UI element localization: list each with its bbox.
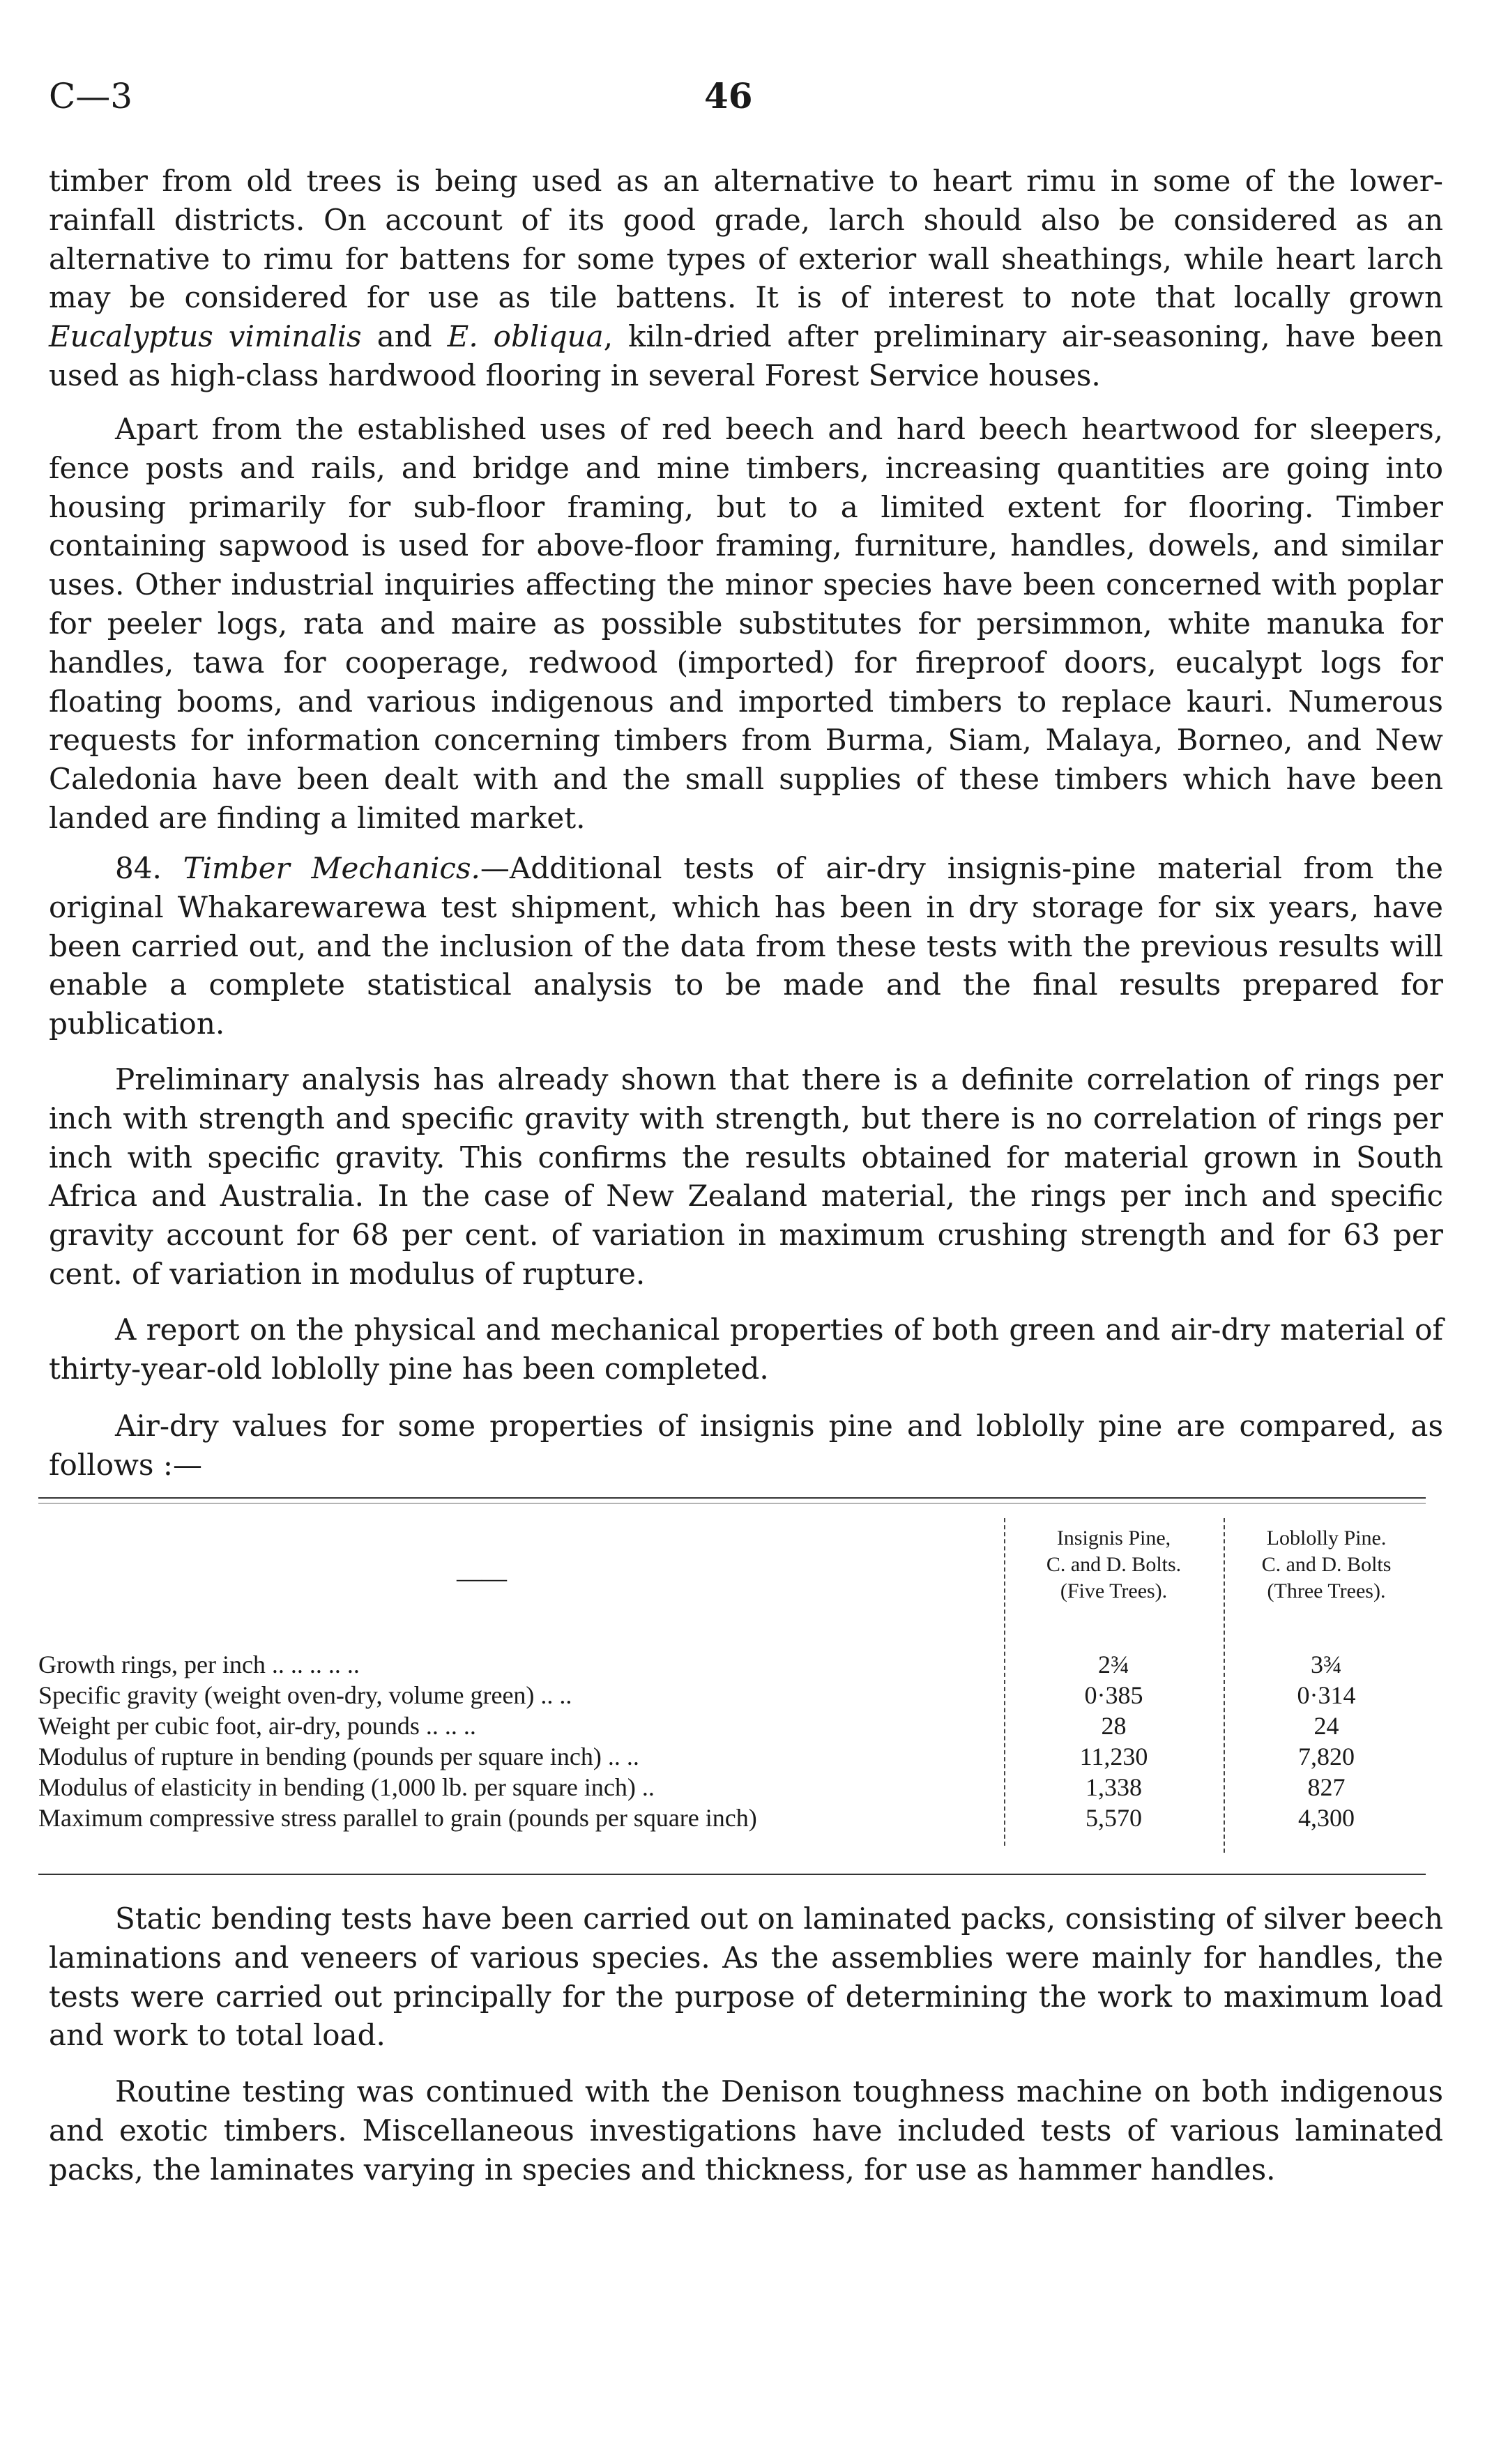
paragraph-7 (49, 1899, 1443, 2055)
table-bottom-rule (38, 1874, 1426, 1875)
row-label: Growth rings, per inch .. .. .. .. .. (38, 1651, 360, 1678)
paragraph-6-text: Air-dry values for some properties of insignis pine and loblolly pine are compared, as follows :— (49, 1409, 1443, 1482)
paragraph-1 (49, 162, 1443, 395)
page-number: 46 (704, 75, 753, 116)
row-value-loblolly: 3¾ (1311, 1651, 1342, 1678)
table-row (38, 1680, 1426, 1711)
row-value-loblolly: 4,300 (1298, 1804, 1355, 1832)
table-row (38, 1741, 1426, 1772)
paragraph-5-text: A report on the physical and mechanical properties of both green and air-dry material of thirty-year-old loblolly pine has been completed. (49, 1313, 1443, 1386)
row-label: Weight per cubic foot, air-dry, pounds .. .. .. (38, 1712, 476, 1740)
paragraph-5 (49, 1310, 1443, 1388)
paragraph-2 (49, 410, 1443, 838)
paragraph-8 (49, 2072, 1443, 2189)
row-label: Specific gravity (weight oven-dry, volume green) .. .. (38, 1681, 572, 1709)
table-top-rule (38, 1497, 1426, 1499)
row-value-insignis: 1,338 (1086, 1773, 1142, 1801)
column-header-loblolly: Loblolly Pine. C. and D. Bolts (Three Trees). (1261, 1526, 1392, 1602)
table-row (38, 1649, 1426, 1680)
row-value-insignis: 2¾ (1098, 1651, 1129, 1678)
table-stub-header: —— (457, 1564, 507, 1592)
section-number: 84. (115, 851, 162, 885)
row-value-loblolly: 827 (1307, 1773, 1346, 1801)
row-value-loblolly: 7,820 (1298, 1743, 1355, 1770)
row-label: Modulus of elasticity in bending (1,000 lb. per square inch) .. (38, 1773, 655, 1801)
row-value-insignis: 28 (1101, 1712, 1127, 1740)
paragraph-8-text: Routine testing was continued with the Denison toughness machine on both indigenous and exotic timbers. Miscellaneous investigations have included tests of various laminated packs, the laminates varying in species and thickness, for use as hammer handles. (49, 2074, 1443, 2187)
document-code: C—3 (49, 76, 133, 116)
table-row (38, 1711, 1426, 1741)
table-row (38, 1772, 1426, 1803)
paragraph-4-text: Preliminary analysis has already shown that there is a definite correlation of rings per inch with strength and specific gravity with strength, but there is no correlation of rings per inch with specific gravity. This confirms the results obtained for material grown in South Africa and Australia. In the case of New Zealand material, the rings per inch and specific gravity account for 68 per cent. of variation in maximum crushing strength and for 63 per cent. of variation in modulus of rupture. (49, 1062, 1443, 1291)
paragraph-3-text: —Additional tests of air-dry insignis-pine material from the original Whakarewarewa test shipment, which has been in dry storage for six years, have been carried out, and the inclusion of the data from these tests with the previous results will enable a complete statistical analysis to be made and the final results prepared for publication. (49, 851, 1443, 1041)
row-value-loblolly: 24 (1313, 1712, 1339, 1740)
paragraph-1-text: timber from old trees is being used as an alternative to heart rimu in some of the lower-rainfall districts. On account of its good grade, larch should also be considered as an alternative to rimu for battens for some types of exterior wall sheathings, while heart larch may be considered for use as tile battens. It is of interest to note that locally grown Eucalyptus viminalis and E. obliqua, kiln-dried after preliminary air-seasoning, have been used as high-class hardwood flooring in several Forest Service houses. (49, 164, 1444, 392)
row-value-insignis: 5,570 (1086, 1804, 1142, 1832)
paragraph-6 (49, 1407, 1443, 1485)
column-header-insignis: Insignis Pine, C. and D. Bolts. (Five Trees). (1046, 1526, 1182, 1602)
comparison-table (38, 1497, 1426, 1888)
row-value-insignis: 0·385 (1084, 1681, 1143, 1709)
table-row (38, 1803, 1426, 1833)
paragraph-7-text: Static bending tests have been carried out on laminated packs, consisting of silver beech laminations and veneers of various species. As the assemblies were mainly for handles, the tests were carried out principally for the purpose of determining the work to maximum load and work to total load. (49, 1901, 1443, 2053)
row-label: Modulus of rupture in bending (pounds per square inch) .. .. (38, 1743, 639, 1770)
section-title: Timber Mechanics. (183, 851, 480, 885)
paragraph-3 (49, 849, 1443, 1043)
paragraph-2-text: Apart from the established uses of red beech and hard beech heartwood for sleepers, fence posts and rails, and bridge and mine timbers, increasing quantities are going into housing primarily for sub-floor framing, but to a limited extent for flooring. Timber containing sapwood is used for above-floor framing, furniture, handles, dowels, and similar uses. Other industrial inquiries affecting the minor species have been concerned with poplar for peeler logs, rata and maire as possible substitutes for persimmon, white manuka for handles, tawa for cooperage, redwood (imported) for fireproof doors, eucalypt logs for floating booms, and various indigenous and imported timbers to replace kauri. Numerous requests for information concerning timbers from Burma, Siam, Malaya, Borneo, and New Caledonia have been dealt with and the small supplies of these timbers which have been landed are finding a limited market. (49, 412, 1443, 835)
paragraph-4 (49, 1060, 1443, 1294)
row-value-loblolly: 0·314 (1297, 1681, 1356, 1709)
row-value-insignis: 11,230 (1079, 1743, 1148, 1770)
row-label: Maximum compressive stress parallel to grain (pounds per square inch) (38, 1804, 757, 1832)
